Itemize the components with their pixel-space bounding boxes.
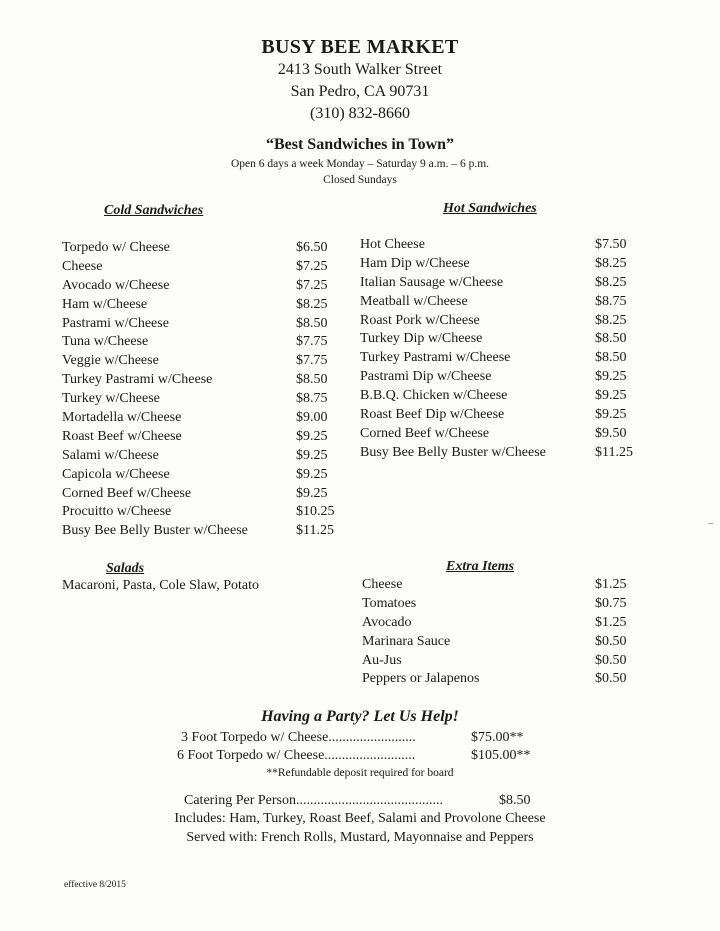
cold-sandwich-row [62,371,362,390]
item-price: $8.75 [296,391,328,407]
extra-items-list [362,576,642,689]
hot-sandwiches-heading: Hot Sandwiches [443,201,537,216]
item-price: $0.75 [595,595,627,611]
torpedo-3ft-price: $75.00** [471,730,524,745]
hot-sandwich-row [360,349,660,368]
item-price: $10.25 [296,504,335,520]
cold-sandwich-row [62,466,362,485]
item-price: $9.00 [296,410,328,426]
hot-sandwich-row [360,274,660,293]
item-name: Hot Cheese [360,237,425,252]
item-name: Cheese [62,258,103,274]
salads-text: Macaroni, Pasta, Cole Slaw, Potato [62,578,260,593]
item-price: $8.50 [296,372,328,388]
effective-date: effective 8/2015 [64,880,126,890]
item-name: Roast Pork w/Cheese [360,312,480,328]
cold-sandwich-row [62,333,362,352]
item-name: Turkey Pastrami w/Cheese [62,372,213,388]
item-name: Italian Sausage w/Cheese [360,274,504,290]
item-price: $8.50 [296,315,328,331]
item-price: $7.25 [296,258,328,274]
item-name: Au-Jus [362,652,402,668]
item-name: Corned Beef w/Cheese [360,425,490,441]
hot-sandwich-row [360,312,660,331]
item-price: $8.50 [595,350,627,366]
item-price: $0.50 [595,633,627,649]
item-name: Meatball w/Cheese [360,293,468,309]
item-price: $11.25 [595,444,633,460]
item-price: $7.75 [296,334,328,350]
item-name: Tuna w/Cheese [62,334,149,350]
item-name: Torpedo w/ Cheese [62,240,170,255]
item-price: $9.25 [595,369,627,385]
hot-sandwich-row [360,368,660,387]
item-name: Mortadella w/Cheese [62,410,182,426]
item-name: Corned Beef w/Cheese [62,485,192,501]
item-name: Pastrami w/Cheese [62,315,169,331]
item-name: Turkey w/Cheese [62,391,160,407]
phone-number: (310) 832-8660 [310,105,410,122]
item-name: Peppers or Jalapenos [362,671,480,687]
cold-sandwich-row [62,428,362,447]
deposit-note: **Refundable deposit required for board [266,767,454,779]
hot-sandwich-row [360,387,660,406]
cold-sandwich-row [62,447,362,466]
cold-sandwiches-list [62,239,362,541]
item-name: Ham Dip w/Cheese [360,255,470,271]
item-price: $9.25 [296,447,328,463]
extra-item-row [362,576,642,595]
item-name: Roast Beef w/Cheese [62,428,182,444]
extra-item-row [362,595,642,614]
hot-sandwich-row [360,236,660,255]
hot-sandwich-row [360,425,660,444]
item-name: Turkey Pastrami w/Cheese [360,350,511,366]
item-price: $9.25 [296,428,328,444]
cold-sandwich-row [62,352,362,371]
hot-sandwich-row [360,293,660,312]
cold-sandwich-row [62,409,362,428]
cold-sandwiches-heading: Cold Sandwiches [104,203,204,218]
extra-item-row [362,633,642,652]
item-price: $7.75 [296,353,328,369]
item-name: B.B.Q. Chicken w/Cheese [360,388,508,404]
item-name: Tomatoes [362,595,417,611]
item-price: $8.25 [595,255,627,271]
torpedo-6ft-label: 6 Foot Torpedo w/ Cheese.......................... [177,748,416,763]
item-price: $0.50 [595,652,627,668]
catering-served-with: Served with: French Rolls, Mustard, Mayonnaise and Peppers [186,830,534,845]
item-name: Cheese [362,577,403,592]
extra-items-heading: Extra Items [446,559,515,574]
extra-item-row [362,614,642,633]
item-name: Pastrami Dip w/Cheese [360,369,492,385]
item-name: Marinara Sauce [362,633,451,649]
hot-sandwich-row [360,255,660,274]
store-name: BUSY BEE MARKET [261,36,459,58]
item-price: $8.50 [595,331,627,347]
item-price: $9.25 [595,407,627,423]
item-name: Busy Bee Belly Buster w/Cheese [360,444,546,460]
item-price: $9.25 [595,388,627,404]
item-price: $1.25 [595,614,627,630]
extra-item-row [362,670,642,689]
extra-item-row [362,652,642,671]
catering-includes: Includes: Ham, Turkey, Roast Beef, Salami and Provolone Cheese [174,811,546,826]
item-name: Veggie w/Cheese [62,353,159,369]
closed-text: Closed Sundays [323,174,397,186]
item-price: $8.25 [595,274,627,290]
item-name: Ham w/Cheese [62,296,148,312]
tagline: “Best Sandwiches in Town” [265,136,455,153]
cold-sandwich-row [62,503,362,522]
item-name: Turkey Dip w/Cheese [360,331,483,347]
item-name: Roast Beef Dip w/Cheese [360,407,505,423]
torpedo-6ft-price: $105.00** [471,748,531,763]
cold-sandwich-row [62,296,362,315]
catering-label: Catering Per Person.......................................... [184,793,443,808]
item-price: $7.50 [595,237,627,252]
cold-sandwich-row [62,485,362,504]
salads-heading: Salads [106,561,145,576]
item-name: Salami w/Cheese [62,447,159,463]
item-name: Procuitto w/Cheese [62,504,172,520]
cold-sandwich-row [62,315,362,334]
torpedo-3ft-label: 3 Foot Torpedo w/ Cheese......................... [181,730,416,745]
hot-sandwich-row [360,406,660,425]
item-price: $8.25 [296,296,328,312]
item-price: $11.25 [296,523,334,539]
hot-sandwich-row [360,330,660,349]
item-price: $1.25 [595,577,627,592]
item-price: $8.75 [595,293,627,309]
catering-price: $8.50 [499,793,531,808]
item-name: Avocado w/Cheese [62,277,170,293]
item-price: $0.50 [595,671,627,687]
cold-sandwich-row [62,522,362,541]
item-name: Avocado [362,614,412,630]
item-name: Busy Bee Belly Buster w/Cheese [62,523,248,539]
cold-sandwich-row [62,390,362,409]
item-name: Capicola w/Cheese [62,466,170,482]
item-price: $6.50 [296,240,328,255]
hours-text: Open 6 days a week Monday – Saturday 9 a.m. – 6 p.m. [230,158,490,170]
hot-sandwiches-list [360,236,660,463]
party-title: Having a Party? Let Us Help! [261,708,459,725]
item-price: $9.50 [595,425,627,441]
margin-mark: – [708,518,713,529]
item-price: $8.25 [595,312,627,328]
cold-sandwich-row [62,239,362,258]
address-line2: San Pedro, CA 90731 [290,83,430,100]
cold-sandwich-row [62,277,362,296]
hot-sandwich-row [360,444,660,463]
item-price: $9.25 [296,485,328,501]
cold-sandwich-row [62,258,362,277]
item-price: $7.25 [296,277,328,293]
item-price: $9.25 [296,466,328,482]
address-line1: 2413 South Walker Street [277,61,443,78]
